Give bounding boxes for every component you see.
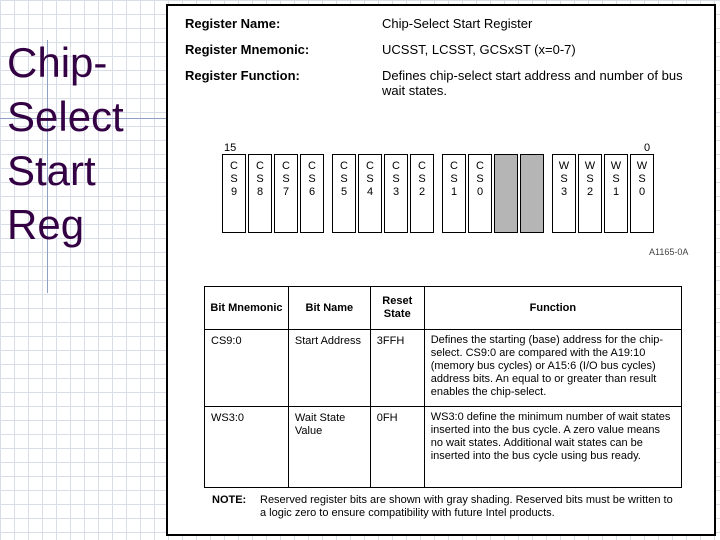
note-label: NOTE: [212, 494, 247, 506]
bit-cell-6: C S 0 [468, 154, 492, 233]
table-row [205, 330, 682, 407]
bit-cell-11: C S 5 [332, 154, 356, 233]
figure-id: A1165-0A [649, 247, 689, 257]
row-function: Defines the starting (base) address for the chip-select. CS9:0 are compared with the A19:10 (memory bus cycles) or A15:6 (I/O bus cycles) address bits. An equal to or greater than result enables the chip-select. [424, 330, 681, 407]
bit-cell-3: W S 3 [552, 154, 576, 233]
register-bit-map [222, 154, 654, 233]
register-function-label: Register Function: [185, 68, 300, 83]
table-row [205, 407, 682, 488]
slide-title-line-4: Reg [7, 201, 85, 248]
register-mnemonic-label: Register Mnemonic: [185, 42, 310, 57]
bit-cell-13: C S 7 [274, 154, 298, 233]
note-text: Reserved register bits are shown with gray shading. Reserved bits must be written to a logic zero to ensure compatibility with future Intel products. [260, 494, 673, 519]
register-name-label: Register Name: [185, 16, 281, 31]
bit-cell-12: C S 6 [300, 154, 324, 233]
bit-cell-8: C S 2 [410, 154, 434, 233]
row-function: WS3:0 define the minimum number of wait states inserted into the bus cycle. A zero value means no wait states. Additional wait states can be inserted into the bus cycle using bus ready. [424, 407, 681, 488]
bit-msb-label: 15 [224, 142, 237, 154]
bit-cell-15: C S 9 [222, 154, 246, 233]
register-function-value: Defines chip-select start address and number of bus wait states. [382, 68, 683, 98]
row-reset-state: 0FH [370, 407, 424, 488]
slide-title [7, 36, 157, 252]
header-bit-name: Bit Name [288, 287, 370, 330]
bit-definition-table [204, 286, 682, 488]
bit-cell-5-reserved [494, 154, 518, 233]
slide-title-line-1: Chip- [7, 39, 108, 86]
bit-cell-0: W S 0 [630, 154, 654, 233]
header-bit-mnemonic: Bit Mnemonic [205, 287, 289, 330]
bit-cell-7: C S 1 [442, 154, 466, 233]
bit-cell-1: W S 1 [604, 154, 628, 233]
bit-cell-2: W S 2 [578, 154, 602, 233]
header-function: Function [424, 287, 681, 330]
register-mnemonic-value: UCSST, LCSST, GCSxST (x=0-7) [382, 42, 576, 57]
register-name-value: Chip-Select Start Register [382, 16, 533, 31]
row-reset-state: 3FFH [370, 330, 424, 407]
slide-title-line-2: Select [7, 93, 124, 140]
row-mnemonic: CS9:0 [205, 330, 289, 407]
row-bit-name: Wait State Value [288, 407, 370, 488]
header-reset-state: Reset State [370, 287, 424, 330]
bit-cell-9: C S 3 [384, 154, 408, 233]
table-header-row [205, 287, 682, 330]
bit-cell-10: C S 4 [358, 154, 382, 233]
bit-lsb-label: 0 [644, 142, 651, 154]
register-document [166, 4, 716, 536]
slide-title-line-3: Start [7, 147, 96, 194]
row-mnemonic: WS3:0 [205, 407, 289, 488]
bit-cell-4-reserved [520, 154, 544, 233]
row-bit-name: Start Address [288, 330, 370, 407]
bit-cell-14: C S 8 [248, 154, 272, 233]
